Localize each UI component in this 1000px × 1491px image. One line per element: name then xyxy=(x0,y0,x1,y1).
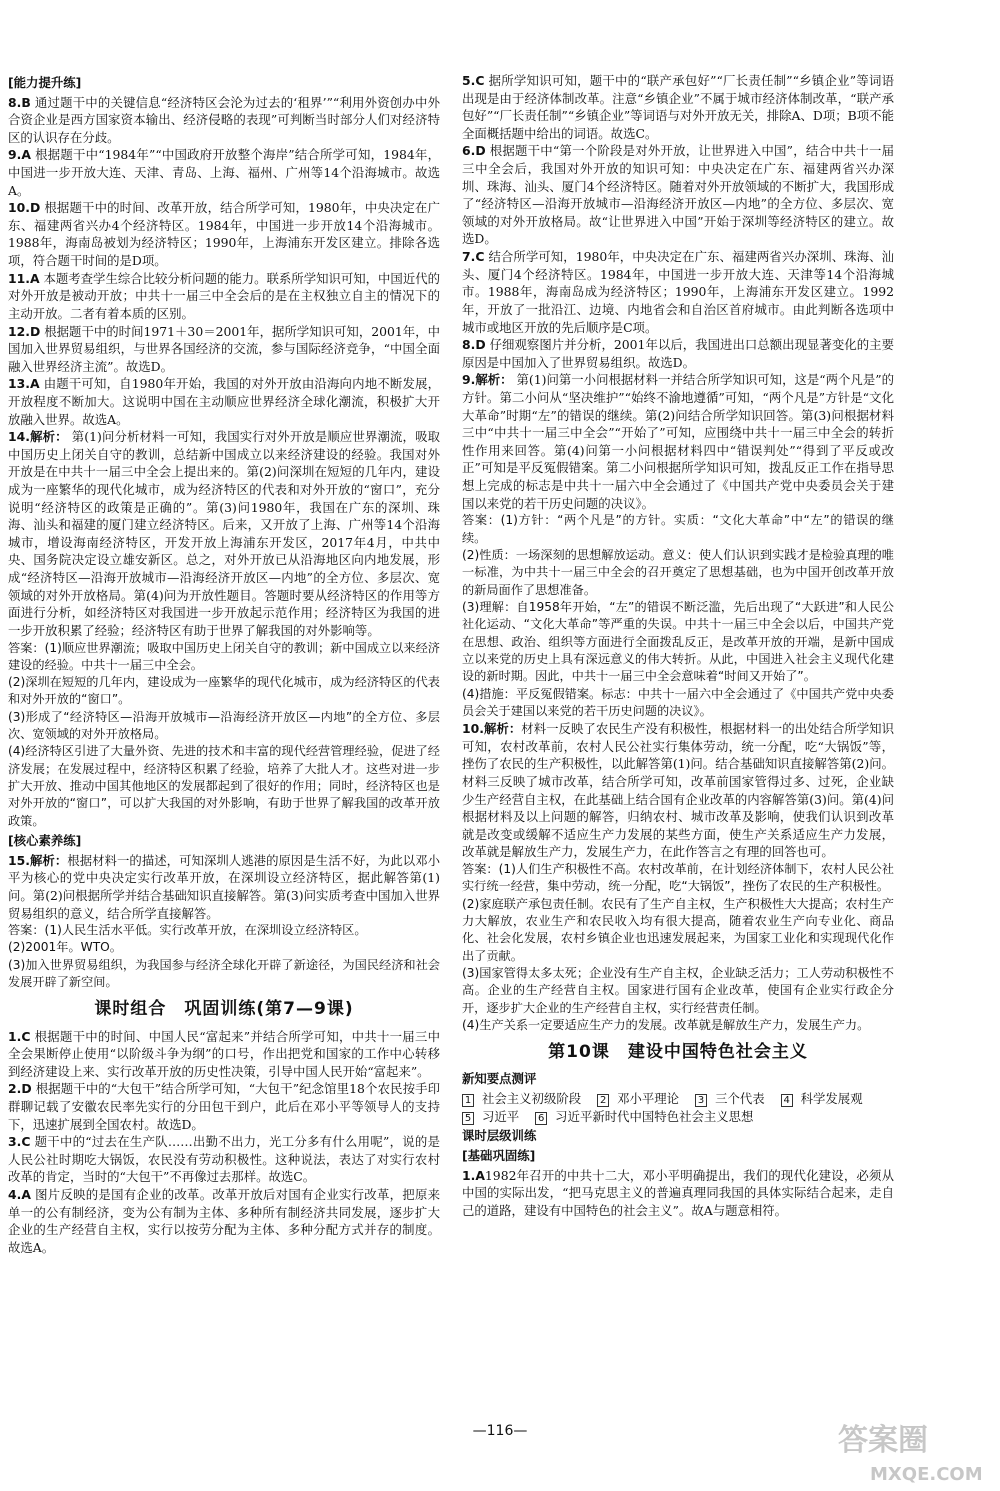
question-number: 11.A xyxy=(8,270,40,286)
question-number: 12.D xyxy=(8,323,41,339)
topic-text: 社会主义初级阶段 xyxy=(482,1091,582,1107)
q10-answer-block xyxy=(462,861,894,1034)
question-item xyxy=(8,270,440,323)
answer-line: (3)理解：自1958年开始，“左”的错误不断泛滥，先后出现了“大跃进”和人民公社化运动、“文化大革命”等严重的失误。中共十一届三中全会以后，中国共产党在思想、政治、组织等方面进行全面拨乱反正，是改革开放的开端，是新中国成立以来党的历史上具有深远意义的伟大转折。从此，中国进入社会主义现代化建设的新时期。因此，中共十一届三中全会意味着“时间又开始了”。 xyxy=(462,599,894,684)
question-text: 由题干可知，自1980年开始，我国的对外开放由沿海向内地不断发展，开放程度不断加大。这说明中国在主动顺应世界经济全球化潮流，积极扩大开放融入世界。故选A。 xyxy=(8,376,440,427)
answer-line: 答案：(1)人民生活水平低。实行改革开放，在深圳设立经济特区。 xyxy=(8,923,367,938)
question-number: 5.C xyxy=(462,73,485,88)
question-number: 4.A xyxy=(8,1187,31,1203)
topic-number: 1 xyxy=(462,1094,474,1107)
answer-line: (2)深圳在短短的几年内，建设成为一座繁华的现代化城市，成为经济特区的代表和对外开放的“窗口”。 xyxy=(8,675,440,707)
topic-text: 科学发展观 xyxy=(800,1091,863,1107)
topic-text: 三个代表 xyxy=(715,1091,765,1107)
group-heading: 课时组合 巩固训练(第7—9课) xyxy=(94,999,354,1020)
question-text: 根据题干中的“大包干”结合所学可知，“大包干”纪念馆里18个农民按手印群聊记载了安徽农民率先实行的分田包干到户，此后在邓小平等领导人的支持下，迅速扩展到全国农村。故选D。 xyxy=(8,1081,440,1132)
question-text: 根据题干中的时间、中国人民“富起来”并结合所学可知，中共十一届三中全会果断停止使用“以阶级斗争为纲”的口号，作出把党和国家的工作中心转移到经济建设上来、实行改革开放的历史性决策，引导中国人民开始“富起来”。 xyxy=(8,1028,440,1079)
answer-line: (4)经济特区引进了大量外资、先进的技术和丰富的现代经营管理经验，促进了经济发展；在发展过程中，经济特区积累了经验，培养了大批人才。这些对进一步扩大开放、推动中国其他地区的发展都起到了很好的作用；同时，经济特区也是对外开放的“窗口”，可以扩大我国的对外影响，有助于世界了解我国的改革开放政策。 xyxy=(8,744,440,828)
topic-item xyxy=(695,1091,773,1106)
question-item xyxy=(462,720,894,861)
topic-number: 2 xyxy=(597,1094,609,1107)
question-item xyxy=(8,375,440,428)
answer-line: (4)生产关系一定要适应生产力的发展。改革就是解放生产力，发展生产力。 xyxy=(462,1018,870,1032)
basic-label: [基础巩固练] xyxy=(462,1147,536,1163)
question-item xyxy=(8,1080,440,1133)
question-number: 10.解析： xyxy=(462,721,522,737)
question-number: 10.D xyxy=(8,200,41,216)
question-item xyxy=(462,248,894,336)
answer-line: (2)2001年。WTO。 xyxy=(8,940,122,955)
topic-number: 3 xyxy=(695,1094,707,1107)
question-text: 仔细观察图片并分析，2001年以后，我国进出口总额出现显著变化的主要原因是中国加入了世界贸易组织。故选D。 xyxy=(462,337,894,370)
section-label-core: [核心素养练] xyxy=(8,833,82,849)
question-text: 图片反映的是国有企业的改革。改革开放后对国有企业实行改革，把原来单一的公有制经济，变为公有制为主体、多种所有制经济共同发展，逐步扩大企业的生产经营自主权，实行以按劳分配为主体、多种分配方式并存的制度。故选A。 xyxy=(8,1187,440,1255)
question-item xyxy=(8,1028,440,1081)
left-question-list xyxy=(8,94,440,640)
question-item xyxy=(8,94,440,147)
question-text: 材料一反映了农民生产没有积极性，根据材料一的出处结合所学知识可知，农村改革前，农村人民公社实行集体劳动，统一分配，吃“大锅饭”等，挫伤了农民的生产积极性，以此解答第(1)问。结合基础知识直接解答第(2)问。材料三反映了城市改革，结合所学可知，改革前国家管得过多、过死，企业缺少生产经营自主权，在此基础上结合国有企业改革的内容解答第(3)问。第(4)问根据材料及以上问题的解答，归纳农村、城市改革及影响，使我们认识到改革就是改变或缓解不适应生产力发展的某些方面，使生产关系适应生产力发展，改革就是解放生产力，发展生产力，在此作答言之有理的回答也可。 xyxy=(462,721,895,860)
question-text: 根据题干中的时间、改革开放，结合所学可知，1980年，中央决定在广东、福建两省兴办4个经济特区。1984年，中国进一步开放14个沿海城市。1988年，海南岛被划为经济特区；1990年，上海浦东开发区建立。排除各选项，符合题干时间的是D项。 xyxy=(8,200,440,269)
answer-line: (2)性质：一场深刻的思想解放运动。意义：使人们认识到实践才是检验真理的唯一标准，为中共十一届三中全会的召开奠定了思想基础，也为中国开创改革开放的新局面作了思想准备。 xyxy=(462,547,894,597)
q15-answer-block xyxy=(8,922,440,991)
question-text: 第(1)问分析材料一可知，我国实行对外开放是顺应世界潮流，吸取中国历史上闭关自守的教训，总结新中国成立以来经济建设的经验。我国对外开放是在中共十一届三中全会上提出来的。第(2)问深圳在短短的几年内，建设成为一座繁华的现代化城市，成为经济特区的代表和对外开放的“窗口”，充分说明“经济特区的政策是正确的”。第(3)问1980年，我国在广东的深圳、珠海、汕头和福建的厦门建立经济特区。后来，又开放了上海、广州等14个沿海城市，增设海南经济特区，开发开放上海浦东开发区，2017年4月，中共中央、国务院决定设立雄安新区。总之，对外开放已从沿海地区向内地发展，形成“经济特区—沿海开放城市—沿海经济开放区—内地”的全方位、多层次、宽领域的对外开放格局。第(4)问为开放性题目。答题时要从经济特区的作用等方面进行分析，如经济特区对我国进一步开放起示范作用；经济特区为我国的进一步开放积累了经验；经济特区有助于世界了解我国的对外影响等。 xyxy=(8,429,440,638)
q14-answer-block xyxy=(8,640,440,831)
section-label-ability: [能力提升练] xyxy=(8,75,82,90)
question-text: 据所学知识可知，题干中的“联产承包好”“厂长责任制”“乡镇企业”等词语出现是由于经济体制改革。注意“乡镇企业”不属于城市经济体制改革，“联产承包好”“厂长责任制”“乡镇企业”等词语与对外开放无关，排除A、D项；B项不能全面概括题中给出的词语。故选C。 xyxy=(462,73,894,141)
topics-line-1 xyxy=(462,1090,894,1108)
right-question-list xyxy=(462,72,894,512)
topic-text: 习近平新时代中国特色社会主义思想 xyxy=(555,1108,754,1124)
question-text: 根据题干中“第一个阶段是对外开放，让世界进入中国”，结合中共十一届三中全会后，我国对外开放的知识可知：中央决定在广东、福建两省兴办深圳、珠海、汕头、厦门4个经济特区。随着对外开放领域的不断扩大，我国形成了“经济特区—沿海开放城市—沿海经济开放区—内地”的全方位、多层次、宽领域的对外开放格局。故“让世界进入中国”开始于深圳等经济特区的建立。故选D。 xyxy=(462,143,894,247)
lesson-heading: 第10课 建设中国特色社会主义 xyxy=(548,1042,808,1063)
question-number: 6.D xyxy=(462,143,486,159)
question-number: 1.A xyxy=(462,1167,485,1183)
answer-line: (3)国家管得太多太死；企业没有生产自主权，企业缺乏活力；工人劳动积极性不高。企业的生产经营自主权。国家进行国有企业改革，使国有企业实行政企分开，逐步扩大企业的生产经营自主权，实行经营责任制。 xyxy=(462,966,894,1015)
question-item xyxy=(8,428,440,639)
question-item xyxy=(8,323,440,376)
question-item xyxy=(8,146,440,199)
group-question-list xyxy=(8,1028,440,1257)
answer-line: (4)措施：平反冤假错案。标志：中共十一届六中全会通过了《中国共产党中央委员会关于建国以来党的若干历史问题的决议》。 xyxy=(462,686,894,718)
question-text: 题干中的“过去在生产队……出勤不出力，光工分多有什么用呢”，说的是人民公社时期吃大锅饭，农民没有劳动积极性。这种说法，表达了对实行农村改革的肯定，当时的“大包干”不再像过去那样。故选C。 xyxy=(8,1134,440,1185)
topics-line-2 xyxy=(462,1108,894,1126)
question-number: 8.B xyxy=(8,94,31,110)
question-number: 1.C xyxy=(8,1028,31,1044)
question-item xyxy=(462,72,894,142)
question-number: 7.C xyxy=(462,249,485,265)
question-number: 9.A xyxy=(8,147,31,163)
question-number: 2.D xyxy=(8,1081,32,1097)
question-item xyxy=(462,142,894,248)
answer-line: 答案：(1)人们生产积极性不高。农村改革前，在计划经济体制下，农村人民公社实行统一经营，集中劳动，统一分配，吃“大锅饭”，挫伤了农民的生产积极性。 xyxy=(462,862,894,894)
question-text: 结合所学可知，1980年，中央决定在广东、福建两省兴办深圳、珠海、汕头、厦门4个经济特区。1984年，中国进一步开放大连、天津等14个沿海城市。1988年，海南岛成为经济特区；1990年，上海浦东开发区建立。1992年，开放了一批沿江、边境、内地省会和自治区首府城市。由此判断各选项中城市或地区开放的先后顺序是C项。 xyxy=(462,249,894,335)
answer-line: 答案：(1)顺应世界潮流；吸取中国历史上闭关自守的教训；新中国成立以来经济建设的经验。中共十一届三中全会。 xyxy=(8,640,440,672)
topic-item xyxy=(781,1091,871,1106)
question-item xyxy=(8,852,440,922)
question-item xyxy=(462,336,894,371)
topic-item xyxy=(462,1091,589,1106)
page-number: —116— xyxy=(472,1423,528,1439)
question-text: 通过题干中的关键信息“经济特区会沦为过去的‘租界’”“利用外资创办中外合资企业是西方国家资本输出、经济侵略的表现”可判断当时部分人们对经济特区的认识存在分歧。 xyxy=(8,94,440,145)
new-knowledge-label: 新知要点测评 xyxy=(462,1071,537,1087)
topic-text: 习近平 xyxy=(482,1108,520,1124)
question-number: 3.C xyxy=(8,1134,31,1150)
question-text: 本题考查学生综合比较分析问题的能力。联系所学知识可知，中国近代的对外开放是被动开放；中共十一届三中全会后的是在主权独立自主的情况下的主动开放。二者有着本质的区别。 xyxy=(8,270,440,321)
topic-item xyxy=(535,1109,761,1124)
answer-line: (3)形成了“经济特区—沿海开放城市—沿海经济开放区—内地”的全方位、多层次、宽领域的对外开放格局。 xyxy=(8,709,440,742)
question-number: 9.解析： xyxy=(462,372,513,388)
right-column xyxy=(462,72,894,1219)
topic-number: 6 xyxy=(535,1112,547,1125)
question-number: 8.D xyxy=(462,337,486,353)
q9-answer-block xyxy=(462,512,894,720)
question-item xyxy=(462,1167,894,1220)
watermark-line2: MXQE.COM xyxy=(870,1464,983,1485)
question-number: 14.解析： xyxy=(8,429,68,445)
tiered-label: 课时层级训练 xyxy=(462,1128,537,1144)
topic-number: 5 xyxy=(462,1112,474,1125)
left-column xyxy=(8,72,440,1257)
topic-item xyxy=(597,1091,687,1106)
answer-line: (2)家庭联产承包责任制。农民有了生产自主权，生产积极性大大提高；农村生产力大解放，农业生产和农民收入均有很大提高，随着农业生产向专业化、商品化、社会化发展，农村乡镇企业也迅速发展起来，为国家工业化和实现现代化作出了贡献。 xyxy=(462,896,894,963)
question-text: 1982年召开的中共十二大，邓小平明确提出，我们的现代化建设，必须从中国的实际出发，“把马克思主义的普遍真理同我国的具体实际结合起来，走自己的道路，建设有中国特色的社会主义”。故A与题意相符。 xyxy=(462,1167,894,1218)
watermark-line1: 答案圈 xyxy=(838,1423,928,1458)
question-item xyxy=(8,1186,440,1256)
answer-line: (3)加入世界贸易组织，为我国参与经济全球化开辟了新途径，为国民经济和社会发展开辟了新空间。 xyxy=(8,957,440,990)
watermark-logo xyxy=(818,1408,998,1488)
question-text: 第(1)问第一小问根据材料一并结合所学知识可知，这是“两个凡是”的方针。第二小问从“坚决维护”“始终不渝地遵循”可知，“两个凡是”方针是“文化大革命”时期“左”的错误的继续。第(2)问结合所学知识回答。第(3)问根据材料三中“中共十一届三中全会”“开始了”可知，应围绕中共十一届三中全会的转折性作用来回答。第(4)问第一小问根据材料四中“错误判处”“得到了平反或改正”可知是平反冤假错案。第二小问根据所学知识可知，拨乱反正工作在指导思想上完成的标志是中共十一届六中全会通过了《中国共产党中央委员会关于建国以来党的若干历史问题的决议》。 xyxy=(462,372,894,511)
topic-item xyxy=(462,1109,527,1124)
question-item xyxy=(462,371,894,512)
topic-number: 4 xyxy=(781,1094,793,1107)
question-number: 15.解析： xyxy=(8,852,68,868)
question-text: 根据题干中的时间1971＋30＝2001年，据所学知识可知，2001年，中国加入世界贸易组织，与世界各国经济的交流，参与国际经济竞争，“中国全面融入世界经济主流”。故选D。 xyxy=(8,323,440,374)
question-item xyxy=(8,1133,440,1186)
question-number: 13.A xyxy=(8,376,40,392)
question-text: 根据材料一的描述，可知深圳人逃港的原因是生活不好，为此以邓小平为核心的党中央决定实行改革开放，在深圳设立经济特区，据此解答第(1)问。第(2)问根据所学并结合基础知识直接解答。第(3)问实质考查中国加入世界贸易组织的意义，结合所学直接解答。 xyxy=(8,852,441,921)
question-text: 根据题干中“1984年”“中国政府开放整个海岸”结合所学可知，1984年，中国进一步开放大连、天津、青岛、上海、福州、广州等14个沿海城市。故选A。 xyxy=(8,147,440,198)
question-item xyxy=(8,199,440,269)
topic-text: 邓小平理论 xyxy=(617,1091,680,1107)
answer-line: 答案：(1)方针：“两个凡是”的方针。实质：“文化大革命”中“左”的错误的继续。 xyxy=(462,513,894,545)
